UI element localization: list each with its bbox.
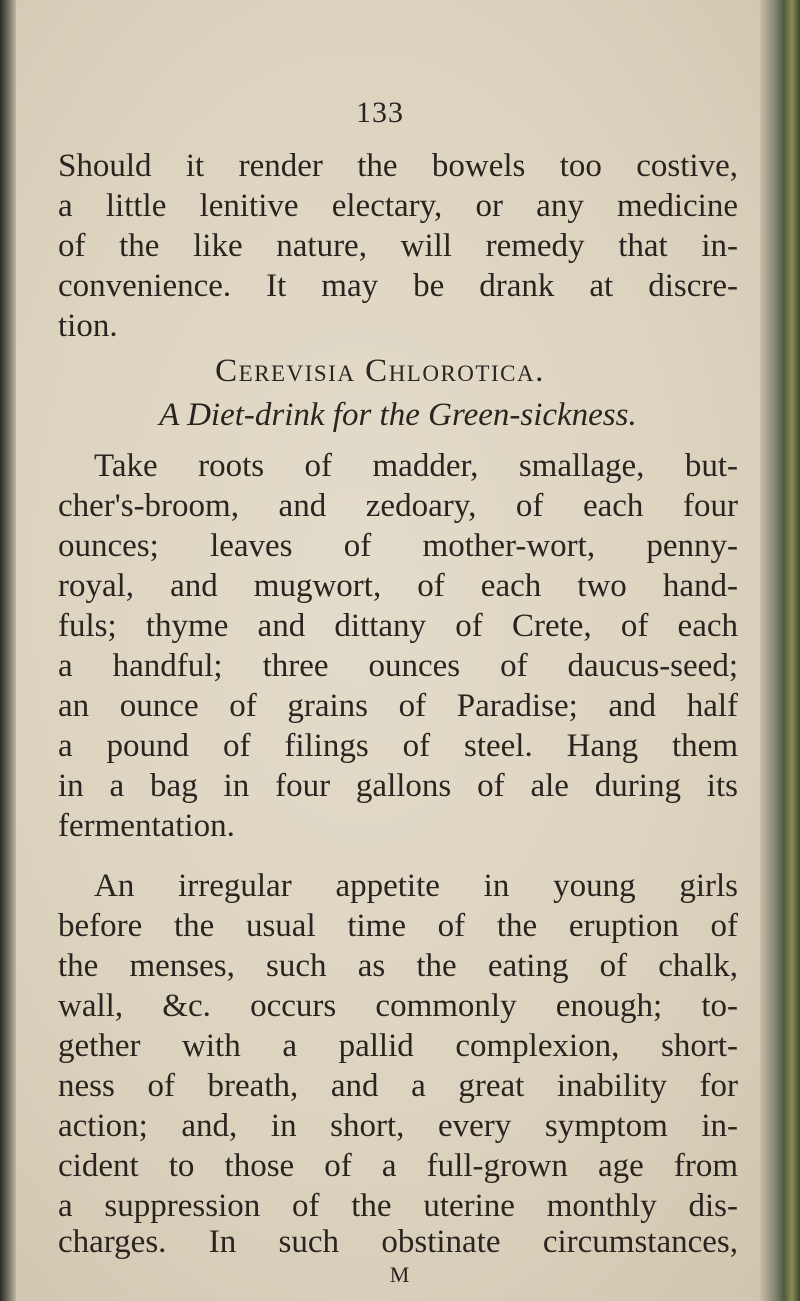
paragraph-2-line: fermentation. <box>58 808 235 844</box>
paragraph-1-line: of the like nature, will remedy that in- <box>58 228 738 264</box>
paragraph-1-line: Should it render the bowels too costive, <box>58 148 738 184</box>
page-left-edge <box>0 0 16 1301</box>
recipe-heading: Cerevisia Chlorotica. <box>215 353 545 389</box>
paragraph-1-line: a little lenitive electary, or any medicine <box>58 188 738 224</box>
paragraph-3-line: a suppression of the uterine monthly dis- <box>58 1188 738 1224</box>
paragraph-2-line: royal, and mugwort, of each two hand- <box>58 568 738 604</box>
paragraph-2-line: a handful; three ounces of daucus-seed; <box>58 648 738 684</box>
paragraph-3-line: ness of breath, and a great inability for <box>58 1068 738 1104</box>
paragraph-2-line: an ounce of grains of Paradise; and half <box>58 688 738 724</box>
paragraph-3-line: An irregular appetite in young girls <box>94 868 738 904</box>
paragraph-2-line: in a bag in four gallons of ale during its <box>58 768 738 804</box>
paragraph-2-line: cher's-broom, and zedoary, of each four <box>58 488 738 524</box>
recipe-subheading: A Diet-drink for the Green-sickness. <box>159 397 637 433</box>
paragraph-2-line: Take roots of madder, smallage, but- <box>94 448 738 484</box>
paragraph-1-line: convenience. It may be drank at discre- <box>58 268 738 304</box>
paragraph-2-line: fuls; thyme and dittany of Crete, of each <box>58 608 738 644</box>
page-right-edge <box>760 0 800 1301</box>
paragraph-2-line: ounces; leaves of mother-wort, penny- <box>58 528 738 564</box>
page-number: 133 <box>356 96 404 129</box>
paragraph-3-line: before the usual time of the eruption of <box>58 908 738 944</box>
paragraph-3-line: cident to those of a full-grown age from <box>58 1148 738 1184</box>
paragraph-3-line: charges. In such obstinate circumstances, <box>58 1224 738 1260</box>
paragraph-2-line: a pound of filings of steel. Hang them <box>58 728 738 764</box>
paragraph-3-line: the menses, such as the eating of chalk, <box>58 948 738 984</box>
paragraph-3-line: action; and, in short, every symptom in- <box>58 1108 738 1144</box>
paragraph-1-line: tion. <box>58 308 118 344</box>
paragraph-3-line: wall, &c. occurs commonly enough; to- <box>58 988 738 1024</box>
signature-mark: M <box>389 1262 411 1287</box>
paragraph-3-line: gether with a pallid complexion, short- <box>58 1028 738 1064</box>
